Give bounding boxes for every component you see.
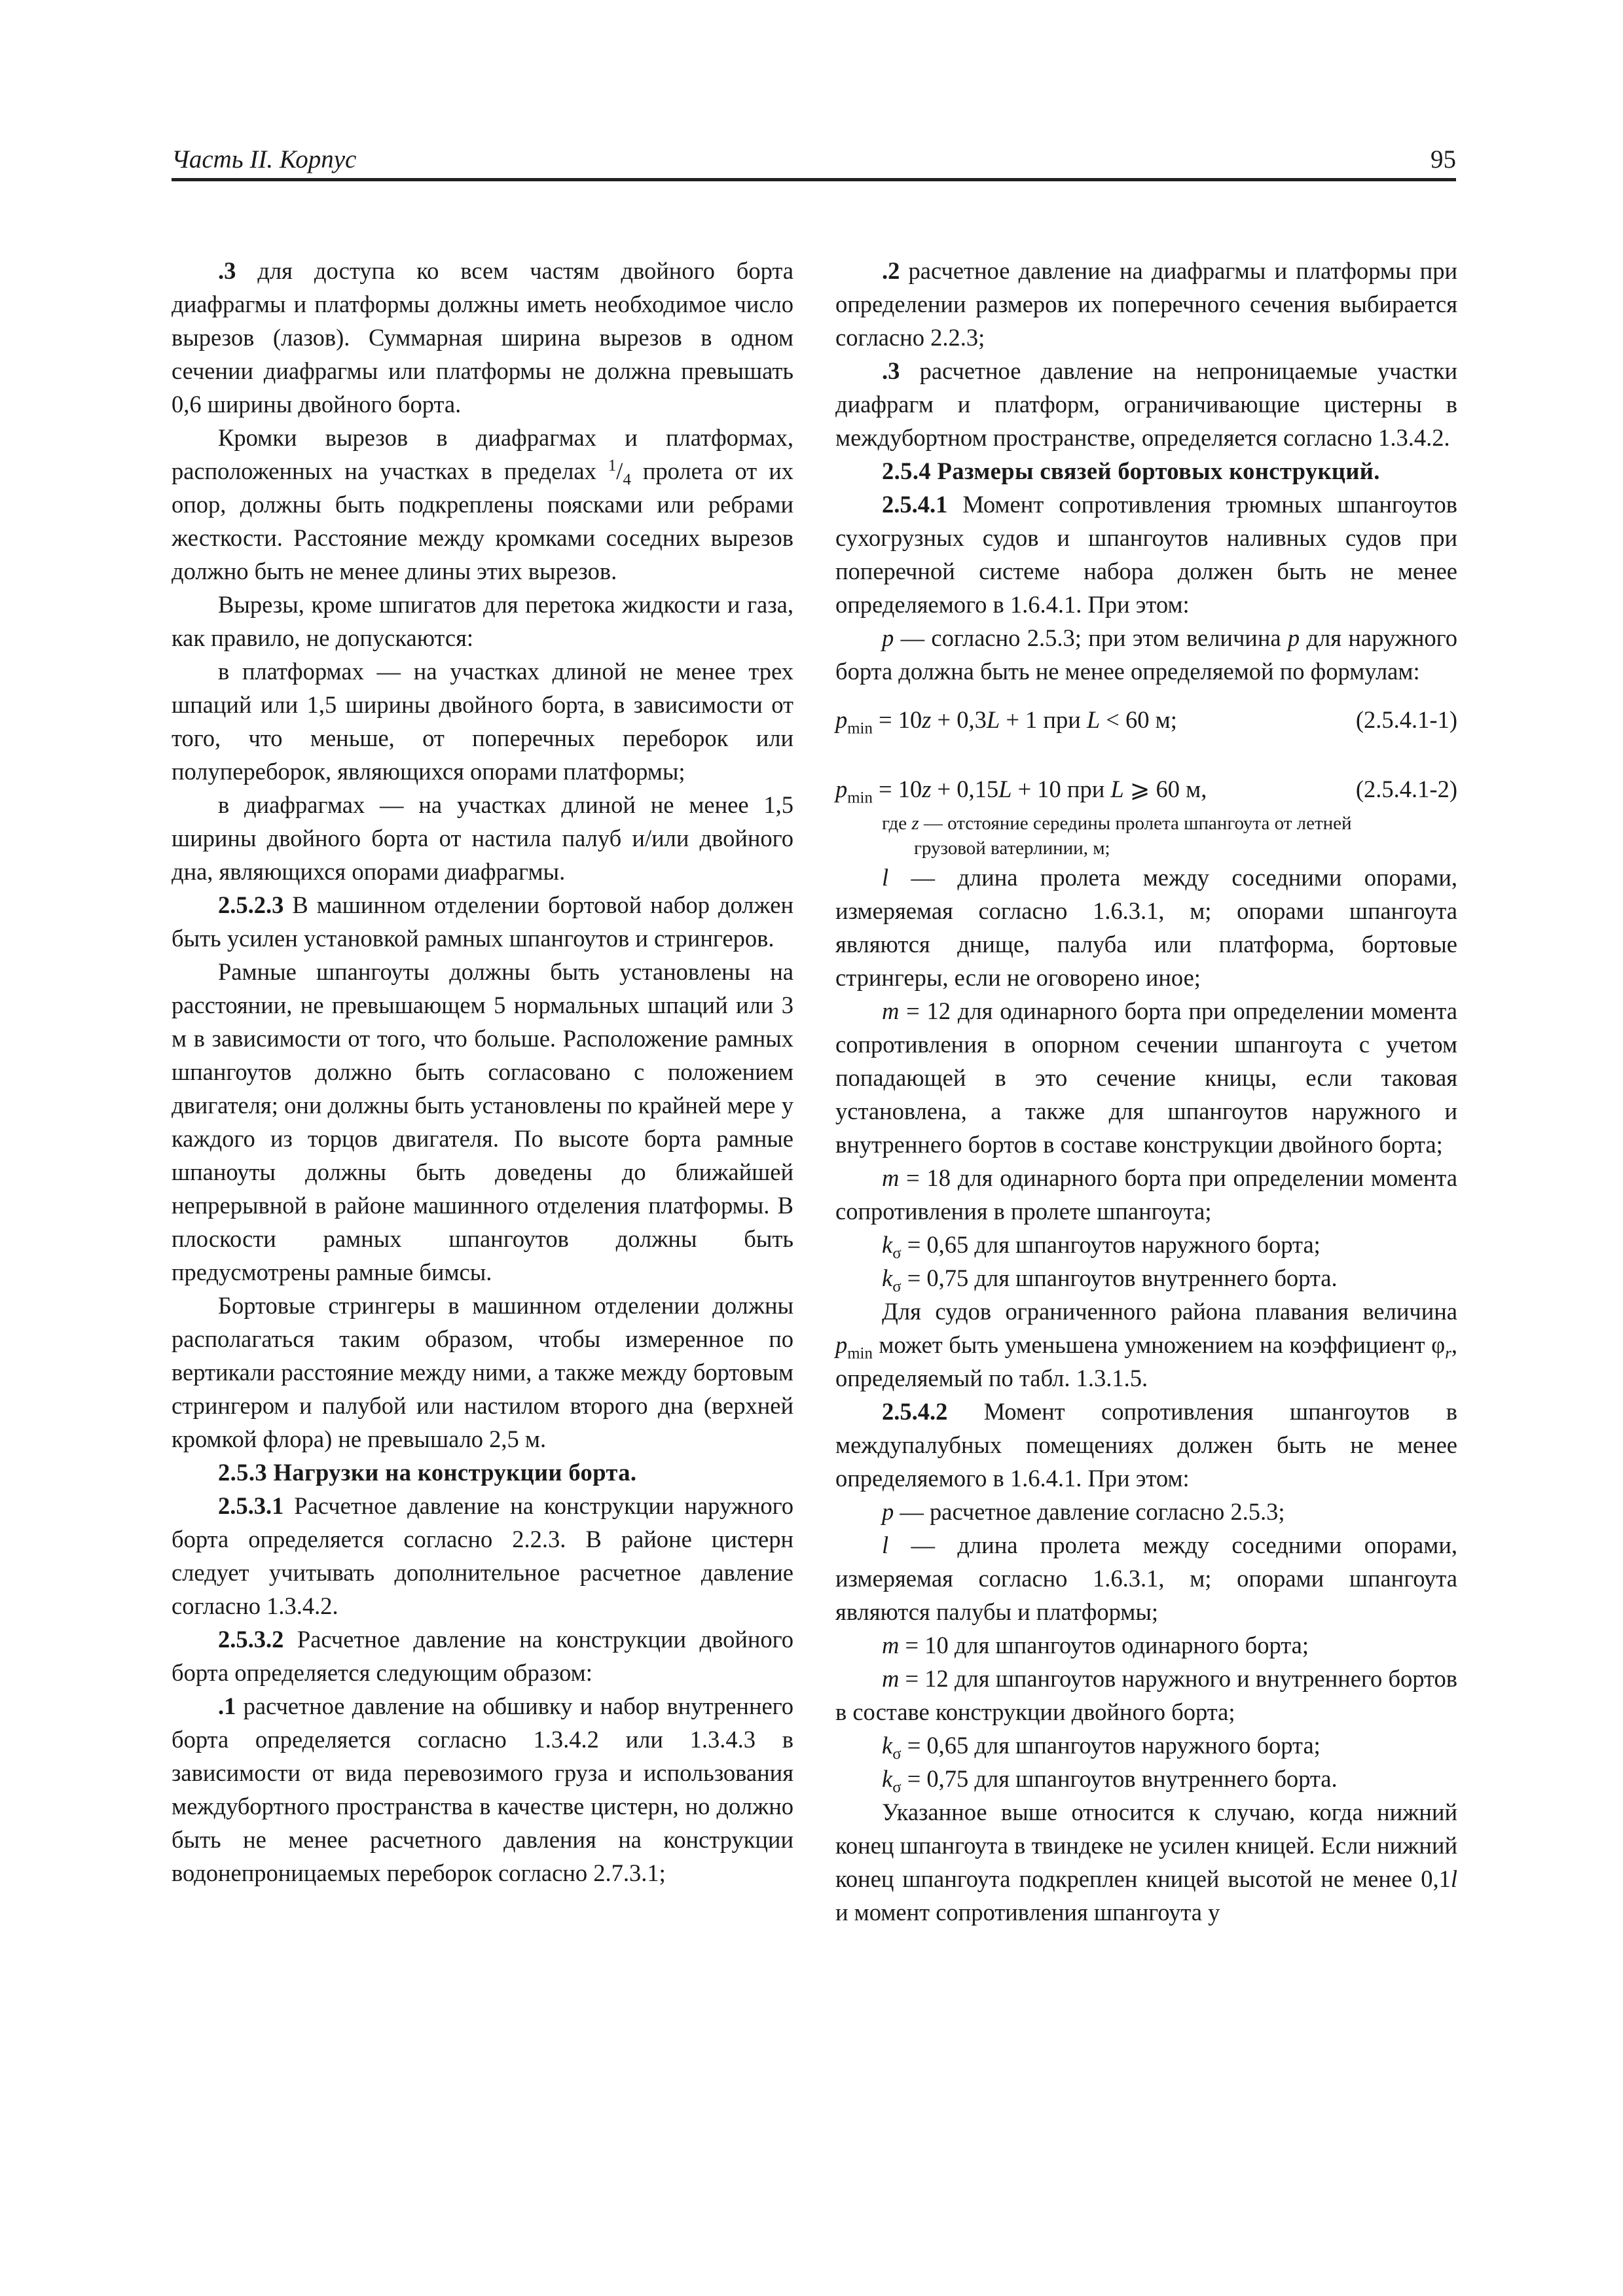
paragraph: m = 10 для шпангоутов одинарного борта; (882, 1632, 1309, 1659)
list-item: .2 расчетное давление на диафрагмы и платформы при определении размеров их поперечного сечения выбирается согласно 2.2.3; (835, 257, 1457, 351)
paragraph: 2.5.3.1 Расчетное давление на конструкции наружного борта определяется согласно 2.2.3. В районе цистерн следует учитывать дополнительное расчетное давление согласно 1.3.4.2. (172, 1492, 793, 1619)
paragraph: $k_\sigma = 0,75$ для шпангоутов внутреннего борта. (882, 1265, 1338, 1296)
formula-expression: $p_{min} = 10z + 0,3L + 1$ при L < 60 м; (835, 706, 1177, 738)
paragraph: $k_\sigma = 0,65$ для шпангоутов наружного борта; (882, 1732, 1321, 1763)
section-heading: 2.5.3 Нагрузки на конструкции борта. (218, 1459, 637, 1486)
section-heading: 2.5.4 Размеры связей бортовых конструкций. (882, 457, 1380, 484)
paragraph: .3 для доступа ко всем частям двойного борта диафрагмы и платформы должны иметь необходимое число вырезов (лазов). Суммарная ширина вырезов в одном сечении диафрагмы или платформы не должна превышать 0,6 ширины двойного борта. (172, 257, 793, 418)
running-header (172, 137, 1456, 181)
formula-legend: где z — отстояние середины пролета шпангоута от летней грузовой ватерлинии, м; (882, 813, 1352, 859)
formula-expression: $p_{min} = 10z + 0,15L + 10$ при L ⩾ 60 м, (835, 776, 1207, 807)
list-item: в платформах — на участках длиной не менее трех шпаций или 1,5 ширины двойного борта, в зависимости от того, что меньше, от поперечных переборок или полупереборок, являющихся опорами платформы; (172, 658, 793, 785)
list-item: в диафрагмах — на участках длиной не менее 1,5 ширины двойного борта от настила палуб и/или двойного дна, являющихся опорами диафрагмы. (172, 791, 793, 885)
page-number: 95 (1431, 145, 1456, 173)
paragraph: p — расчетное давление согласно 2.5.3; (882, 1498, 1285, 1525)
paragraph: Указанное выше относится к случаю, когда нижний конец шпангоута в твиндеке не усилен кницей. Если нижний конец шпангоута подкреплен кницей высотой не менее 0,1l и момент сопротивления шпангоута у (835, 1799, 1457, 1926)
right-column (835, 254, 1457, 1929)
formula-2-5-4-1-2 (835, 772, 1457, 806)
paragraph: Вырезы, кроме шпигатов для перетока жидкости и газа, как правило, не допускаются: (172, 591, 793, 651)
left-column (172, 254, 793, 1890)
paragraph: l — длина пролета между соседними опорами, измеряемая согласно 1.6.3.1, м; опорами шпангоута являются палубы и платформы; (835, 1532, 1457, 1625)
paragraph: 2.5.2.3 В машинном отделении бортовой набор должен быть усилен установкой рамных шпангоутов и стрингеров. (172, 891, 793, 952)
formula-2-5-4-1-1 (835, 703, 1457, 736)
paragraph: Рамные шпангоуты должны быть установлены на расстоянии, не превышающем 5 нормальных шпаций или 3 м в зависимости от того, что больше. Расположение рамных шпангоутов должно быть согласовано с положением двигателя; они должны быть установлены по крайней мере у каждого из торцов двигателя. По высоте борта рамные шпаноуты должны быть доведены до ближайшей непрерывной в районе машинного отделения платформы. В плоскости рамных шпангоутов должны быть предусмотрены рамные бимсы. (172, 958, 793, 1285)
paragraph: m = 12 для одинарного борта при определении момента сопротивления в опорном сечении шпангоута с учетом попадающей в это сечение кницы, если таковая установлена, а также для шпангоутов наружного и внутреннего бортов в составе конструкции двойного борта; (835, 997, 1457, 1158)
list-item: .3 расчетное давление на непроницаемые участки диафрагм и платформ, ограничивающие цистерны в междубортном пространстве, определяется согласно 1.3.4.2. (835, 357, 1457, 451)
paragraph: m = 12 для шпангоутов наружного и внутреннего бортов в составе конструкции двойного борта; (835, 1665, 1457, 1725)
paragraph: 2.5.3.2 Расчетное давление на конструкции двойного борта определяется следующим образом: (172, 1626, 793, 1686)
paragraph: p — согласно 2.5.3; при этом величина p для наружного борта должна быть не менее определяемой по формулам: (835, 624, 1457, 685)
paragraph: l — длина пролета между соседними опорами, измеряемая согласно 1.6.3.1, м; опорами шпангоута являются днище, палуба или платформа, бортовые стрингеры, если не оговорено иное; (835, 864, 1457, 991)
paragraph: m = 18 для одинарного борта при определении момента сопротивления в пролете шпангоута; (835, 1164, 1457, 1225)
paragraph: 2.5.4.2 Момент сопротивления шпангоутов в междупалубных помещениях должен быть не менее определяемого в 1.6.4.1. При этом: (835, 1398, 1457, 1492)
paragraph: $k_\sigma = 0,75$ для шпангоутов внутреннего борта. (882, 1765, 1338, 1797)
list-item: .1 расчетное давление на обшивку и набор внутреннего борта определяется согласно 1.3.4.2 или 1.3.4.3 в зависимости от вида перевозимого груза и использования междубортного пространства в качестве цистерн, но должно быть не менее расчетного давления на конструкции водонепроницаемых переборок согласно 2.7.3.1; (172, 1693, 793, 1886)
formula-number: (2.5.4.1-1) (1355, 706, 1457, 733)
paragraph: $k_\sigma = 0,65$ для шпангоутов наружного борта; (882, 1231, 1321, 1263)
header-title: Часть II. Корпус (172, 145, 357, 173)
paragraph: Для судов ограниченного района плавания величина $p_{min}$ может быть уменьшена умножением на коэффициент $\varphi_r$, определяемый по табл. 1.3.1.5. (835, 1298, 1457, 1391)
paragraph: Кромки вырезов в диафрагмах и платформах, расположенных на участках в пределах $^1/_4$ пролета от их опор, должны быть подкреплены поясками или ребрами жесткости. Расстояние между кромками соседних вырезов должно быть не менее длины этих вырезов. (172, 424, 793, 584)
formula-number: (2.5.4.1-2) (1355, 776, 1457, 802)
paragraph: 2.5.4.1 Момент сопротивления трюмных шпангоутов сухогрузных судов и шпангоутов наливных судов при поперечной системе набора должен быть не менее определяемого в 1.6.4.1. При этом: (835, 491, 1457, 618)
paragraph: Бортовые стрингеры в машинном отделении должны располагаться таким образом, чтобы измеренное по вертикали расстояние между ними, а также между бортовым стрингером и палубой или настилом второго дна (верхней кромкой флора) не превышало 2,5 м. (172, 1292, 793, 1452)
